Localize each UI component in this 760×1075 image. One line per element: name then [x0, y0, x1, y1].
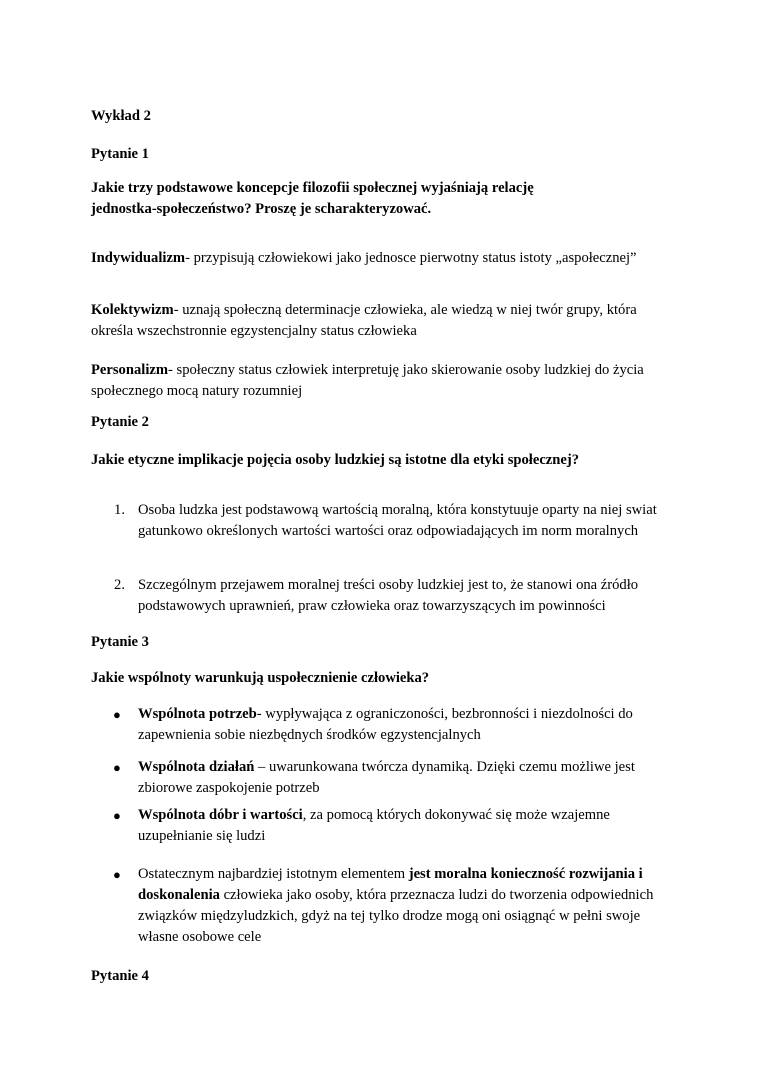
question-1-label: Pytanie 1 — [91, 146, 149, 162]
item-text: Wspólnota potrzeb- wypływająca z ograniczoności, bezbronności i niezdolności do zapewnienia sobie niezbędnych środków egzystencjalnych — [138, 706, 633, 743]
term: Kolektywizm — [91, 302, 174, 318]
question-3-label: Pytanie 3 — [91, 634, 149, 650]
item-number: 1. — [114, 502, 125, 518]
question-3-text: Jakie wspólnoty warunkują uspołecznienie człowieka? — [91, 670, 430, 686]
bullet-icon: ● — [113, 808, 121, 823]
q1-item-personalism — [91, 360, 666, 402]
item-text: Wspólnota dóbr i wartości, za pomocą których dokonywać się może wzajemne uzupełnianie się ludzi — [138, 807, 610, 844]
q1-item-collectivism — [91, 300, 681, 342]
lecture-title: Wykład 2 — [91, 108, 151, 124]
item-number: 2. — [114, 577, 125, 593]
item-text: Osoba ludzka jest podstawową wartością moralną, która konstytuuje oparty na niej swiat gatunkowo określonych wartości wartości oraz odpowiadających im norm moralnych — [138, 502, 657, 539]
definition: - przypisują człowiekowi jako jednosce pierwotny status istoty „aspołecznej” — [185, 250, 637, 266]
bullet-icon: ● — [113, 760, 121, 775]
q1-item-individualism — [91, 248, 681, 269]
definition: - społeczny status człowiek interpretuję jako skierowanie osoby ludzkiej do życia społecznego mocą natury rozumniej — [91, 362, 644, 399]
question-1-text: Jakie trzy podstawowe koncepcje filozofii społecznej wyjaśniają relację jednostka-społeczeństwo? Proszę je scharakteryzować. — [91, 180, 534, 217]
item-text: Wspólnota działań – uwarunkowana twórcza dynamiką. Dzięki czemu możliwe jest zbiorowe zaspokojenie potrzeb — [138, 759, 635, 796]
term: Personalizm — [91, 362, 169, 378]
question-4-label: Pytanie 4 — [91, 968, 149, 984]
bullet-icon: ● — [113, 867, 121, 882]
definition: - uznają społeczną determinacje człowieka, ale wiedzą w niej twór grupy, która określa wszechstronnie egzystencjalny status człowieka — [91, 302, 637, 339]
item-text: Ostatecznym najbardziej istotnym elementem jest moralna konieczność rozwijania i doskonalenia człowieka jako osoby, która przeznacza ludzi do tworzenia odpowiednich związków międzyludzkich, gdyż na tej tylko drodze mogą oni osiągnąć w pełni swoje własne osobowe cele — [138, 866, 654, 945]
question-2-label: Pytanie 2 — [91, 414, 149, 430]
term: Indywidualizm — [91, 250, 186, 266]
question-2-text: Jakie etyczne implikacje pojęcia osoby ludzkiej są istotne dla etyki społecznej? — [91, 452, 580, 468]
item-text: Szczególnym przejawem moralnej treści osoby ludzkiej jest to, że stanowi ona źródło podstawowych uprawnień, praw człowieka oraz towarzyszących im powinności — [138, 577, 639, 614]
bullet-icon: ● — [113, 707, 121, 722]
